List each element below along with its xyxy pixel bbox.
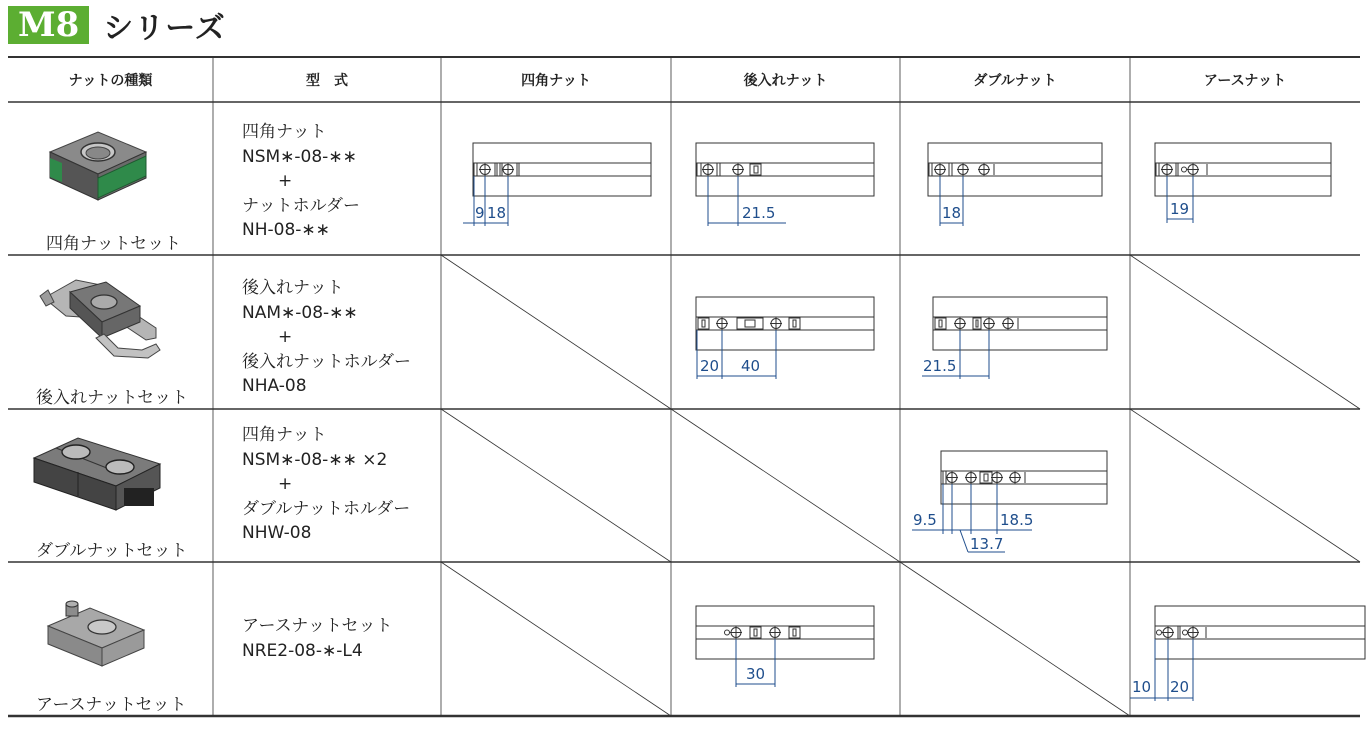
header-rear-nut: 後入れナット [743, 73, 828, 89]
model-plus: + [278, 474, 293, 494]
dimension-label: 20 [700, 357, 720, 375]
nut-type-square-set: 四角ナットセット [46, 234, 182, 254]
dimension-label: 18.5 [1000, 511, 1034, 529]
nut-type-rear-set: 後入れナットセット [36, 388, 189, 408]
dimension-label: 9.5 [913, 511, 937, 529]
dimension-label: 21.5 [923, 357, 957, 375]
dimension-label: 18 [487, 204, 507, 222]
model-line: 四角ナット [242, 425, 327, 445]
model-line: アースナットセット [242, 616, 393, 636]
model-line: NH-08-∗∗ [242, 220, 330, 240]
drawing-r4-earth [1155, 606, 1365, 659]
model-line: 後入れナットホルダー [242, 351, 411, 372]
series-badge: M8 [8, 6, 89, 44]
drawing-r2-rear [696, 297, 874, 350]
drawing-r2-double [933, 297, 1107, 350]
model-line: ナットホルダー [242, 195, 360, 216]
dimension-label: 21.5 [742, 204, 776, 222]
dimension-label: 18 [942, 204, 962, 222]
dimension-label: 19 [1170, 200, 1190, 218]
header-double-nut: ダブルナット [973, 73, 1057, 89]
series-title-text: シリーズ [103, 11, 226, 46]
model-plus: + [278, 171, 293, 191]
drawing-r1-double [928, 143, 1102, 196]
dimension-label: 9 [475, 204, 485, 222]
drawing-r3-double [941, 451, 1107, 504]
model-line: 四角ナット [242, 122, 327, 142]
header-square-nut: 四角ナット [521, 73, 591, 89]
dimension-label: 13.7 [970, 535, 1004, 553]
nut-type-earth-set: アースナットセット [36, 695, 187, 715]
model-line: NSM∗-08-∗∗ ×2 [242, 449, 388, 470]
model-line: 後入れナット [242, 278, 344, 298]
model-line: NHA-08 [242, 376, 307, 396]
header-model: 型 式 [306, 73, 348, 89]
drawing-r1-rear [696, 143, 874, 196]
header-nut-type: ナットの種類 [68, 73, 153, 89]
dimension-label: 10 [1132, 678, 1152, 696]
model-line: ダブルナットホルダー [242, 498, 411, 519]
model-plus: + [278, 327, 293, 347]
drawing-r1-earth [1155, 143, 1331, 196]
drawing-r1-square [473, 143, 651, 196]
model-line: NHW-08 [242, 523, 312, 543]
dimension-label: 30 [746, 665, 766, 683]
dimension-label: 20 [1170, 678, 1190, 696]
header-earth-nut: アースナット [1203, 73, 1287, 89]
model-line: NSM∗-08-∗∗ [242, 146, 357, 167]
dimension-label: 40 [741, 357, 761, 375]
model-line: NRE2-08-∗-L4 [242, 640, 363, 661]
nut-type-double-set: ダブルナットセット [36, 541, 188, 561]
model-line: NAM∗-08-∗∗ [242, 302, 358, 323]
drawing-r4-rear [696, 606, 874, 659]
